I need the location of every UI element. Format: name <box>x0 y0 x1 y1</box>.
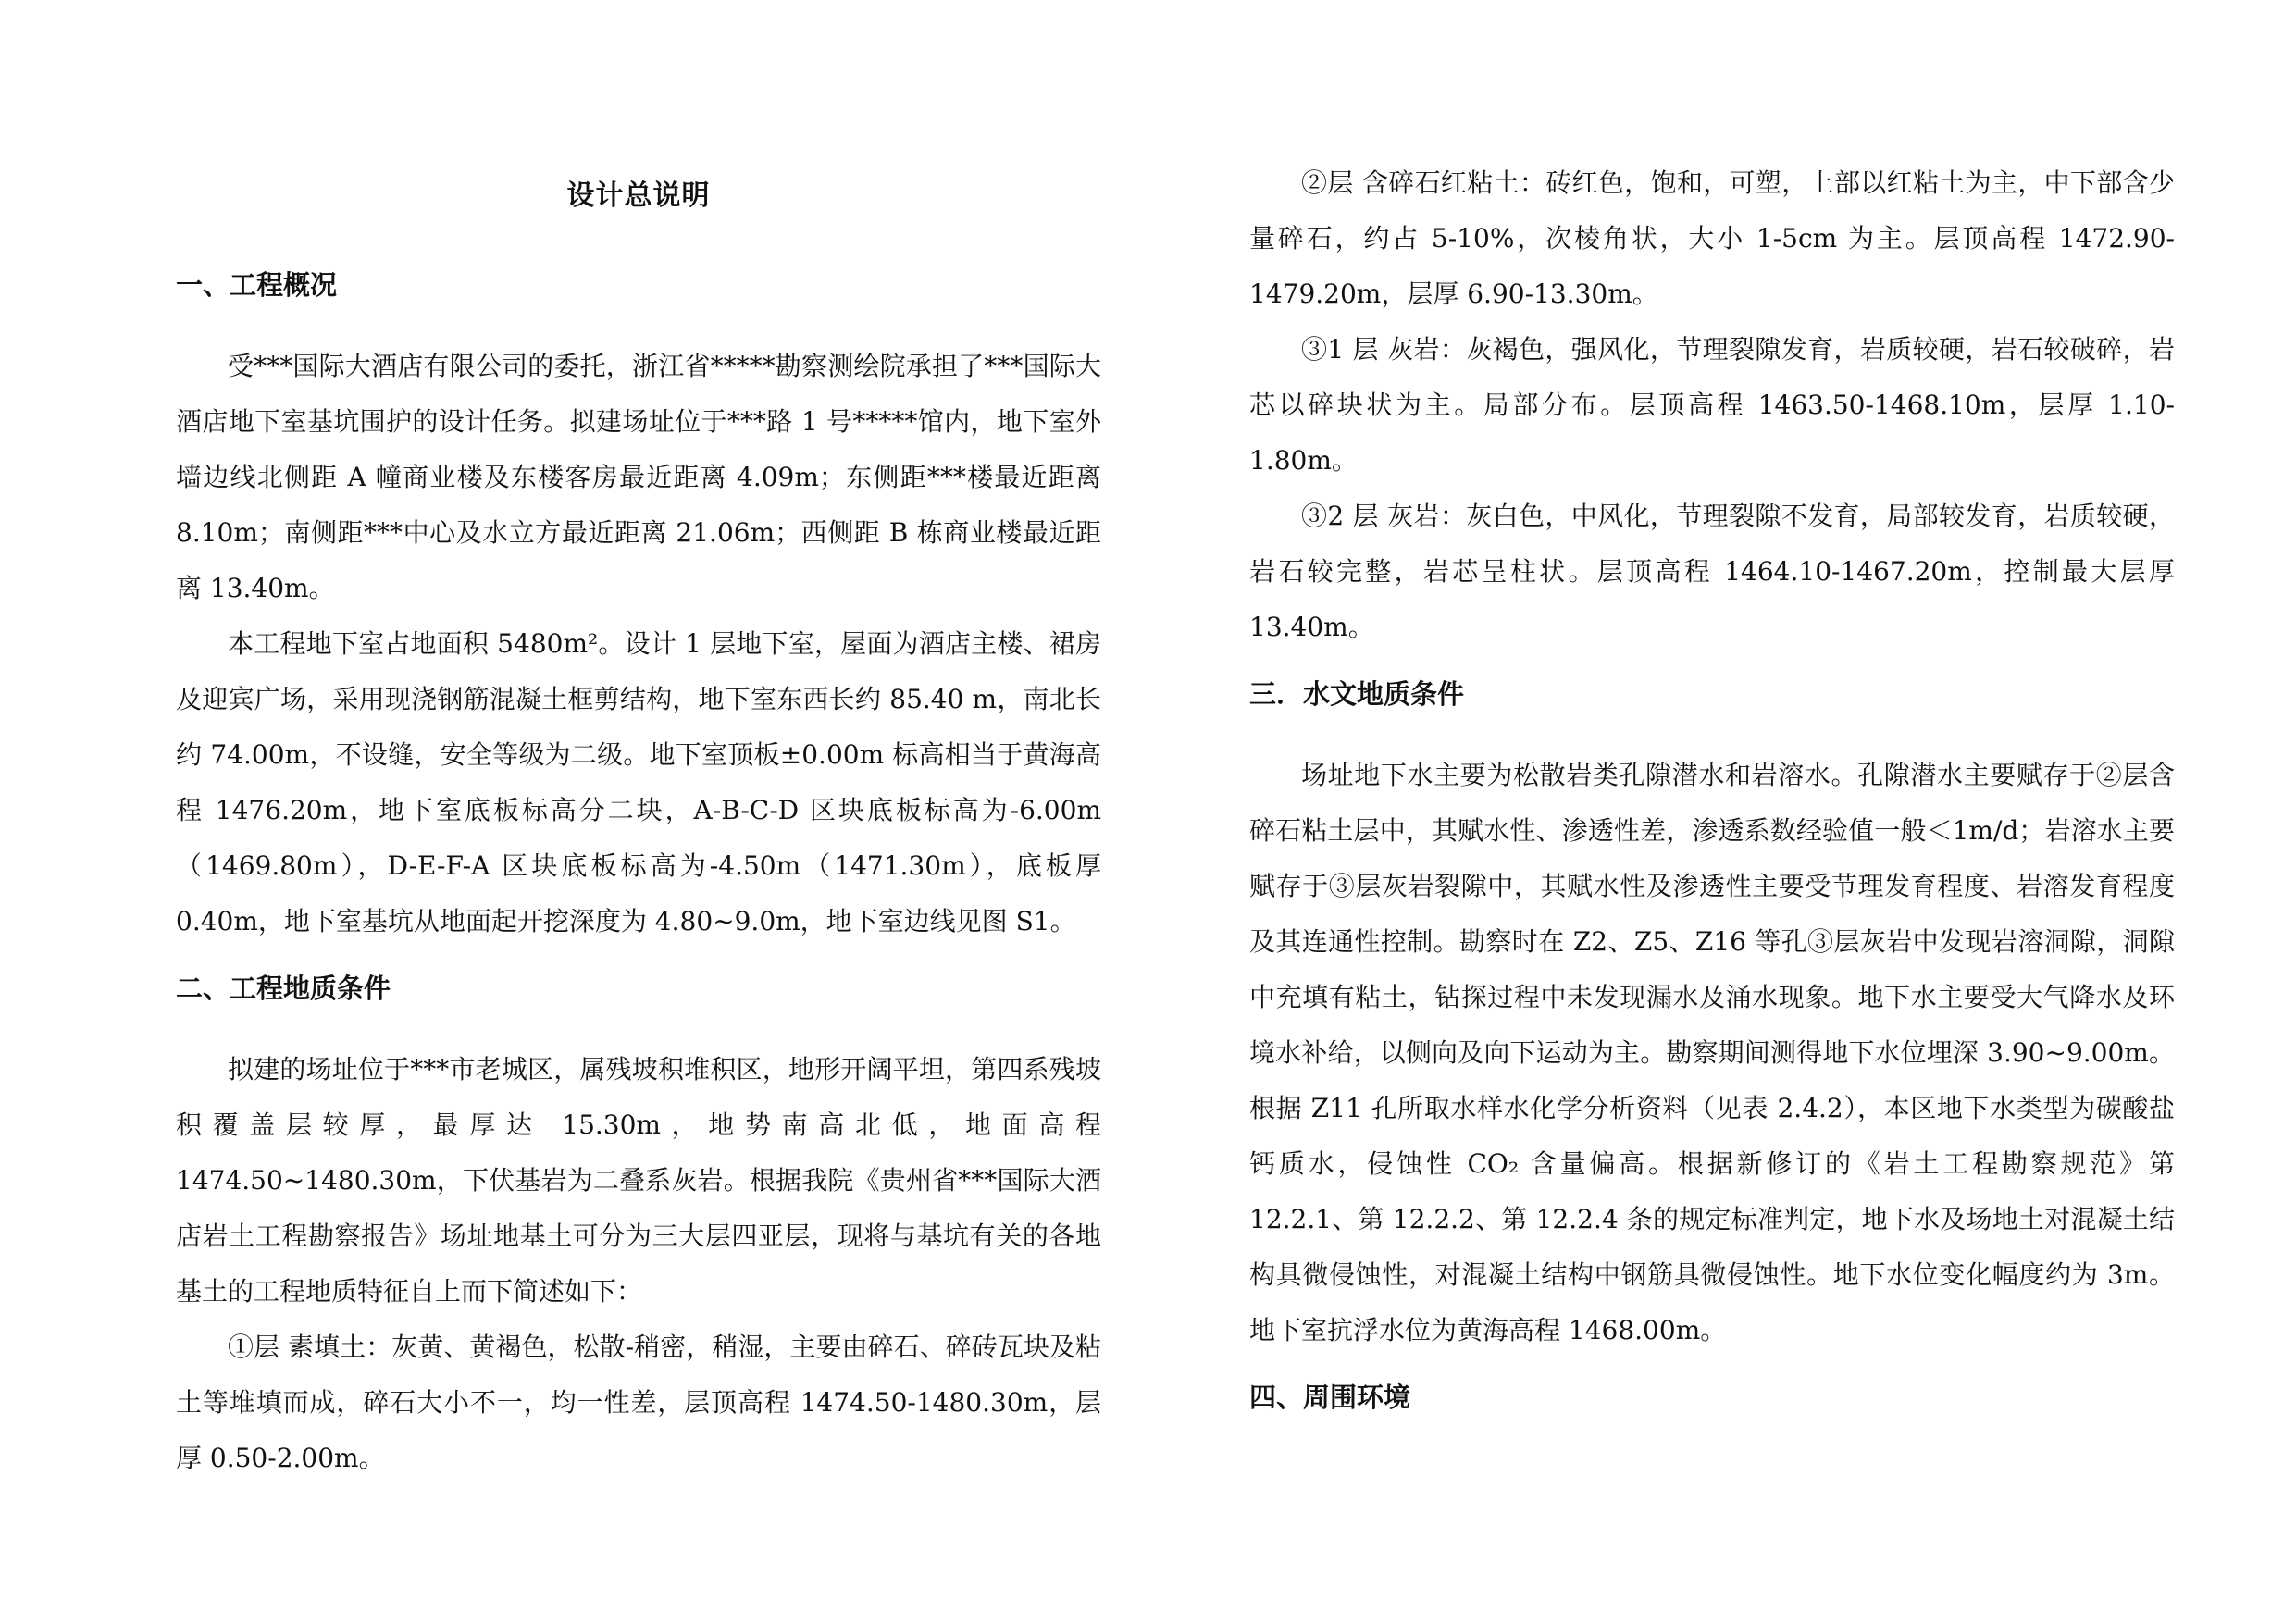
paragraph: ①层 素填土：灰黄、黄褐色，松散-稍密，稍湿，主要由碎石、碎砖瓦块及粘土等堆填而成，碎石大小不一，均一性差，层顶高程 1474.50-1480.30m，层厚 0.50-2.00m。 <box>176 1332 1101 1473</box>
paragraph: ③2 层 灰岩：灰白色，中风化，节理裂隙不发育，局部较发育，岩质较硬，岩石较完整，岩芯呈柱状。层顶高程 1464.10-1467.20m，控制最大层厚 13.40m。 <box>1249 501 2175 642</box>
document-page <box>176 155 2175 1488</box>
section-heading-overview: 一、工程概况 <box>176 269 338 301</box>
document-title: 设计总说明 <box>566 180 711 212</box>
paragraph: 场址地下水主要为松散岩类孔隙潜水和岩溶水。孔隙潜水主要赋存于②层含碎石粘土层中，其赋水性、渗透性差，渗透系数经验值一般＜1m/d；岩溶水主要赋存于③层灰岩裂隙中，其赋水性及渗透性主要受节理发育程度、岩溶发育程度及其连通性控制。勘察时在 Z2、Z5、Z16 等孔③层灰岩中发现岩溶洞隙，洞隙中充填有粘土，钻探过程中未发现漏水及涌水现象。地下水主要受大气降水及环境水补给，以侧向及向下运动为主。勘察期间测得地下水位埋深 3.90~9.00m。根据 Z11 孔所取水样水化学分析资料（见表 2.4.2），本区地下水类型为碳酸盐钙质水，侵蚀性 CO₂ 含量偏高。根据新修订的《岩土工程勘察规范》第 12.2.1、第 12.2.2、第 12.2.4 条的规定标准判定，地下水及场地土对混凝土结构具微侵蚀性，对混凝土结构中钢筋具微侵蚀性。地下水位变化幅度约为 3m。地下室抗浮水位为黄海高程 1468.00m。 <box>1249 760 2175 1345</box>
section-heading-hydrogeology: 三．水文地质条件 <box>1249 678 1465 710</box>
paragraph: 本工程地下室占地面积 5480m²。设计 1 层地下室，屋面为酒店主楼、裙房及迎宾广场，采用现浇钢筋混凝土框剪结构，地下室东西长约 85.40 m，南北长约 74.00m，不设缝，安全等级为二级。地下室顶板±0.00m 标高相当于黄海高程 1476.20m，地下室底板标高分二块，A-B-C-D 区块底板标高为-6.00m（1469.80m），D-E-F-A 区块底板标高为-4.50m（1471.30m），底板厚 0.40m，地下室基坑从地面起开挖深度为 4.80~9.0m，地下室边线见图 S1。 <box>176 628 1101 936</box>
paragraph: ③1 层 灰岩：灰褐色，强风化，节理裂隙发育，岩质较硬，岩石较破碎，岩芯以碎块状为主。局部分布。层顶高程 1463.50-1468.10m，层厚 1.10-1.80m。 <box>1249 334 2175 476</box>
paragraph: 受***国际大酒店有限公司的委托，浙江省*****勘察测绘院承担了***国际大酒店地下室基坑围护的设计任务。拟建场址位于***路 1 号*****馆内，地下室外墙边线北侧距 A 幢商业楼及东楼客房最近距离 4.09m；东侧距***楼最近距离 8.10m；南侧距***中心及水立方最近距离 21.06m；西侧距 B 栋商业楼最近距离 13.40m。 <box>176 351 1101 603</box>
section-heading-geology: 二、工程地质条件 <box>176 973 391 1004</box>
section-heading-environment: 四、周围环境 <box>1249 1382 1411 1413</box>
paragraph: ②层 含碎石红粘土：砖红色，饱和，可塑，上部以红粘土为主，中下部含少量碎石，约占 5-10%，次棱角状，大小 1-5cm 为主。层顶高程 1472.90-1479.20m，层厚 6.90-13.30m。 <box>1249 167 2175 309</box>
paragraph: 拟建的场址位于***市老城区，属残坡积堆积区，地形开阔平坦，第四系残坡积覆盖层较厚，最厚达 15.30m，地势南高北低，地面高程 1474.50~1480.30m，下伏基岩为二叠系灰岩。根据我院《贵州省***国际大酒店岩土工程勘察报告》场址地基土可分为三大层四亚层，现将与基坑有关的各地基土的工程地质特征自上而下简述如下： <box>176 1054 1101 1307</box>
